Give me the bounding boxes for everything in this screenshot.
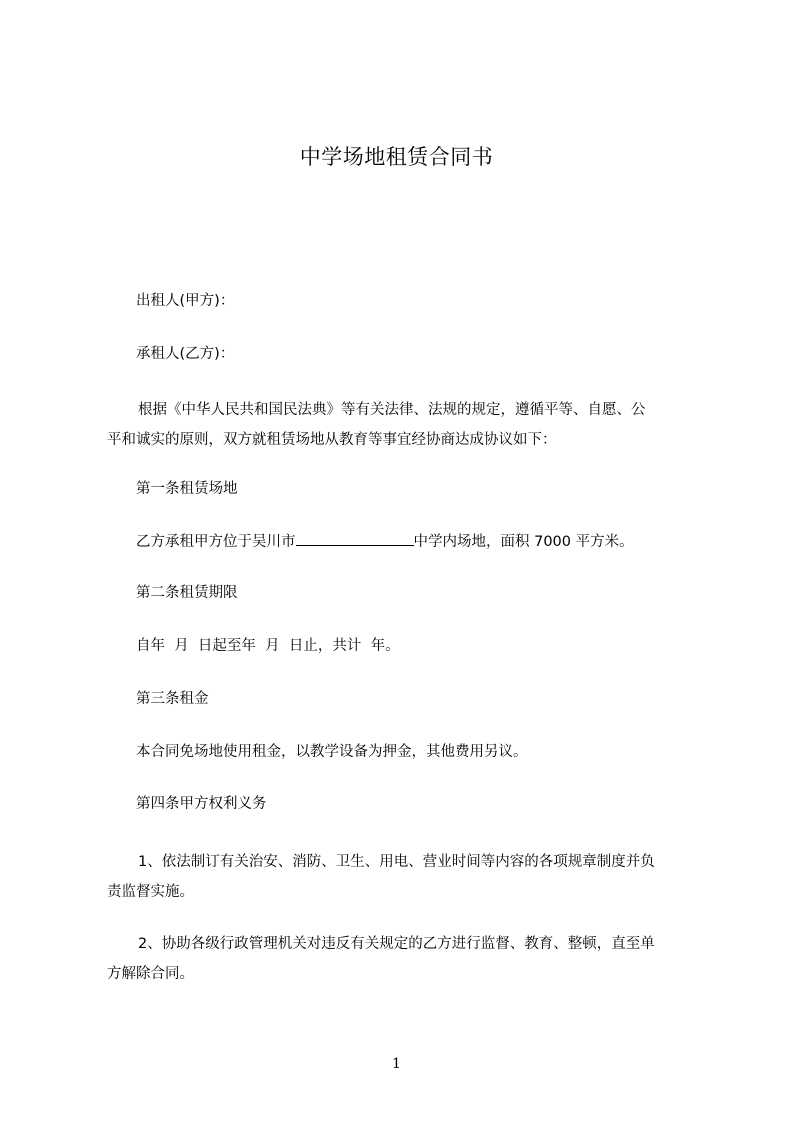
lessee-line: 承租人(乙方)： <box>136 346 235 362</box>
article-2-text: 自年 月 日起至年 月 日止，共计 年。 <box>136 638 400 654</box>
article-4-item-1-line-1: 1、依法制订有关治安、消防、卫生、用电、营业时间等内容的各项规章制度并负 <box>138 854 655 870</box>
article-3-text: 本合同免场地使用租金，以教学设备为押金，其他费用另议。 <box>136 744 528 760</box>
page-number: 1 <box>392 1056 401 1072</box>
document-title: 中学场地租赁合同书 <box>299 145 494 169</box>
article-1-text-before: 乙方承租甲方位于吴川市 <box>136 534 296 550</box>
article-4-heading: 第四条甲方权利义务 <box>136 796 267 812</box>
article-4-item-2-line-2: 方解除合同。 <box>107 966 194 982</box>
article-2-heading: 第二条租赁期限 <box>136 585 238 601</box>
article-4-item-1-line-2: 责监督实施。 <box>107 884 194 900</box>
article-3-heading: 第三条租金 <box>136 691 209 707</box>
article-4-item-1 <box>107 847 707 907</box>
preamble-line-1: 根据《中华人民共和国民法典》等有关法律、法规的规定，遵循平等、自愿、公 <box>138 402 646 418</box>
article-4-item-2-line-1: 2、协助各级行政管理机关对违反有关规定的乙方进行监督、教育、整顿，直至单 <box>138 936 655 952</box>
lessor-line: 出租人(甲方)： <box>136 293 235 309</box>
article-1-text-after: 中学内场地，面积 7000 平方米。 <box>413 534 634 550</box>
preamble-paragraph <box>107 395 707 455</box>
article-4-item-2 <box>107 929 707 989</box>
article-1-heading: 第一条租赁场地 <box>136 481 238 497</box>
article-1-text <box>107 531 736 552</box>
preamble-line-2: 平和诚实的原则，双方就租赁场地从教育等事宜经协商达成协议如下： <box>107 432 557 448</box>
blank-underline <box>296 531 414 546</box>
